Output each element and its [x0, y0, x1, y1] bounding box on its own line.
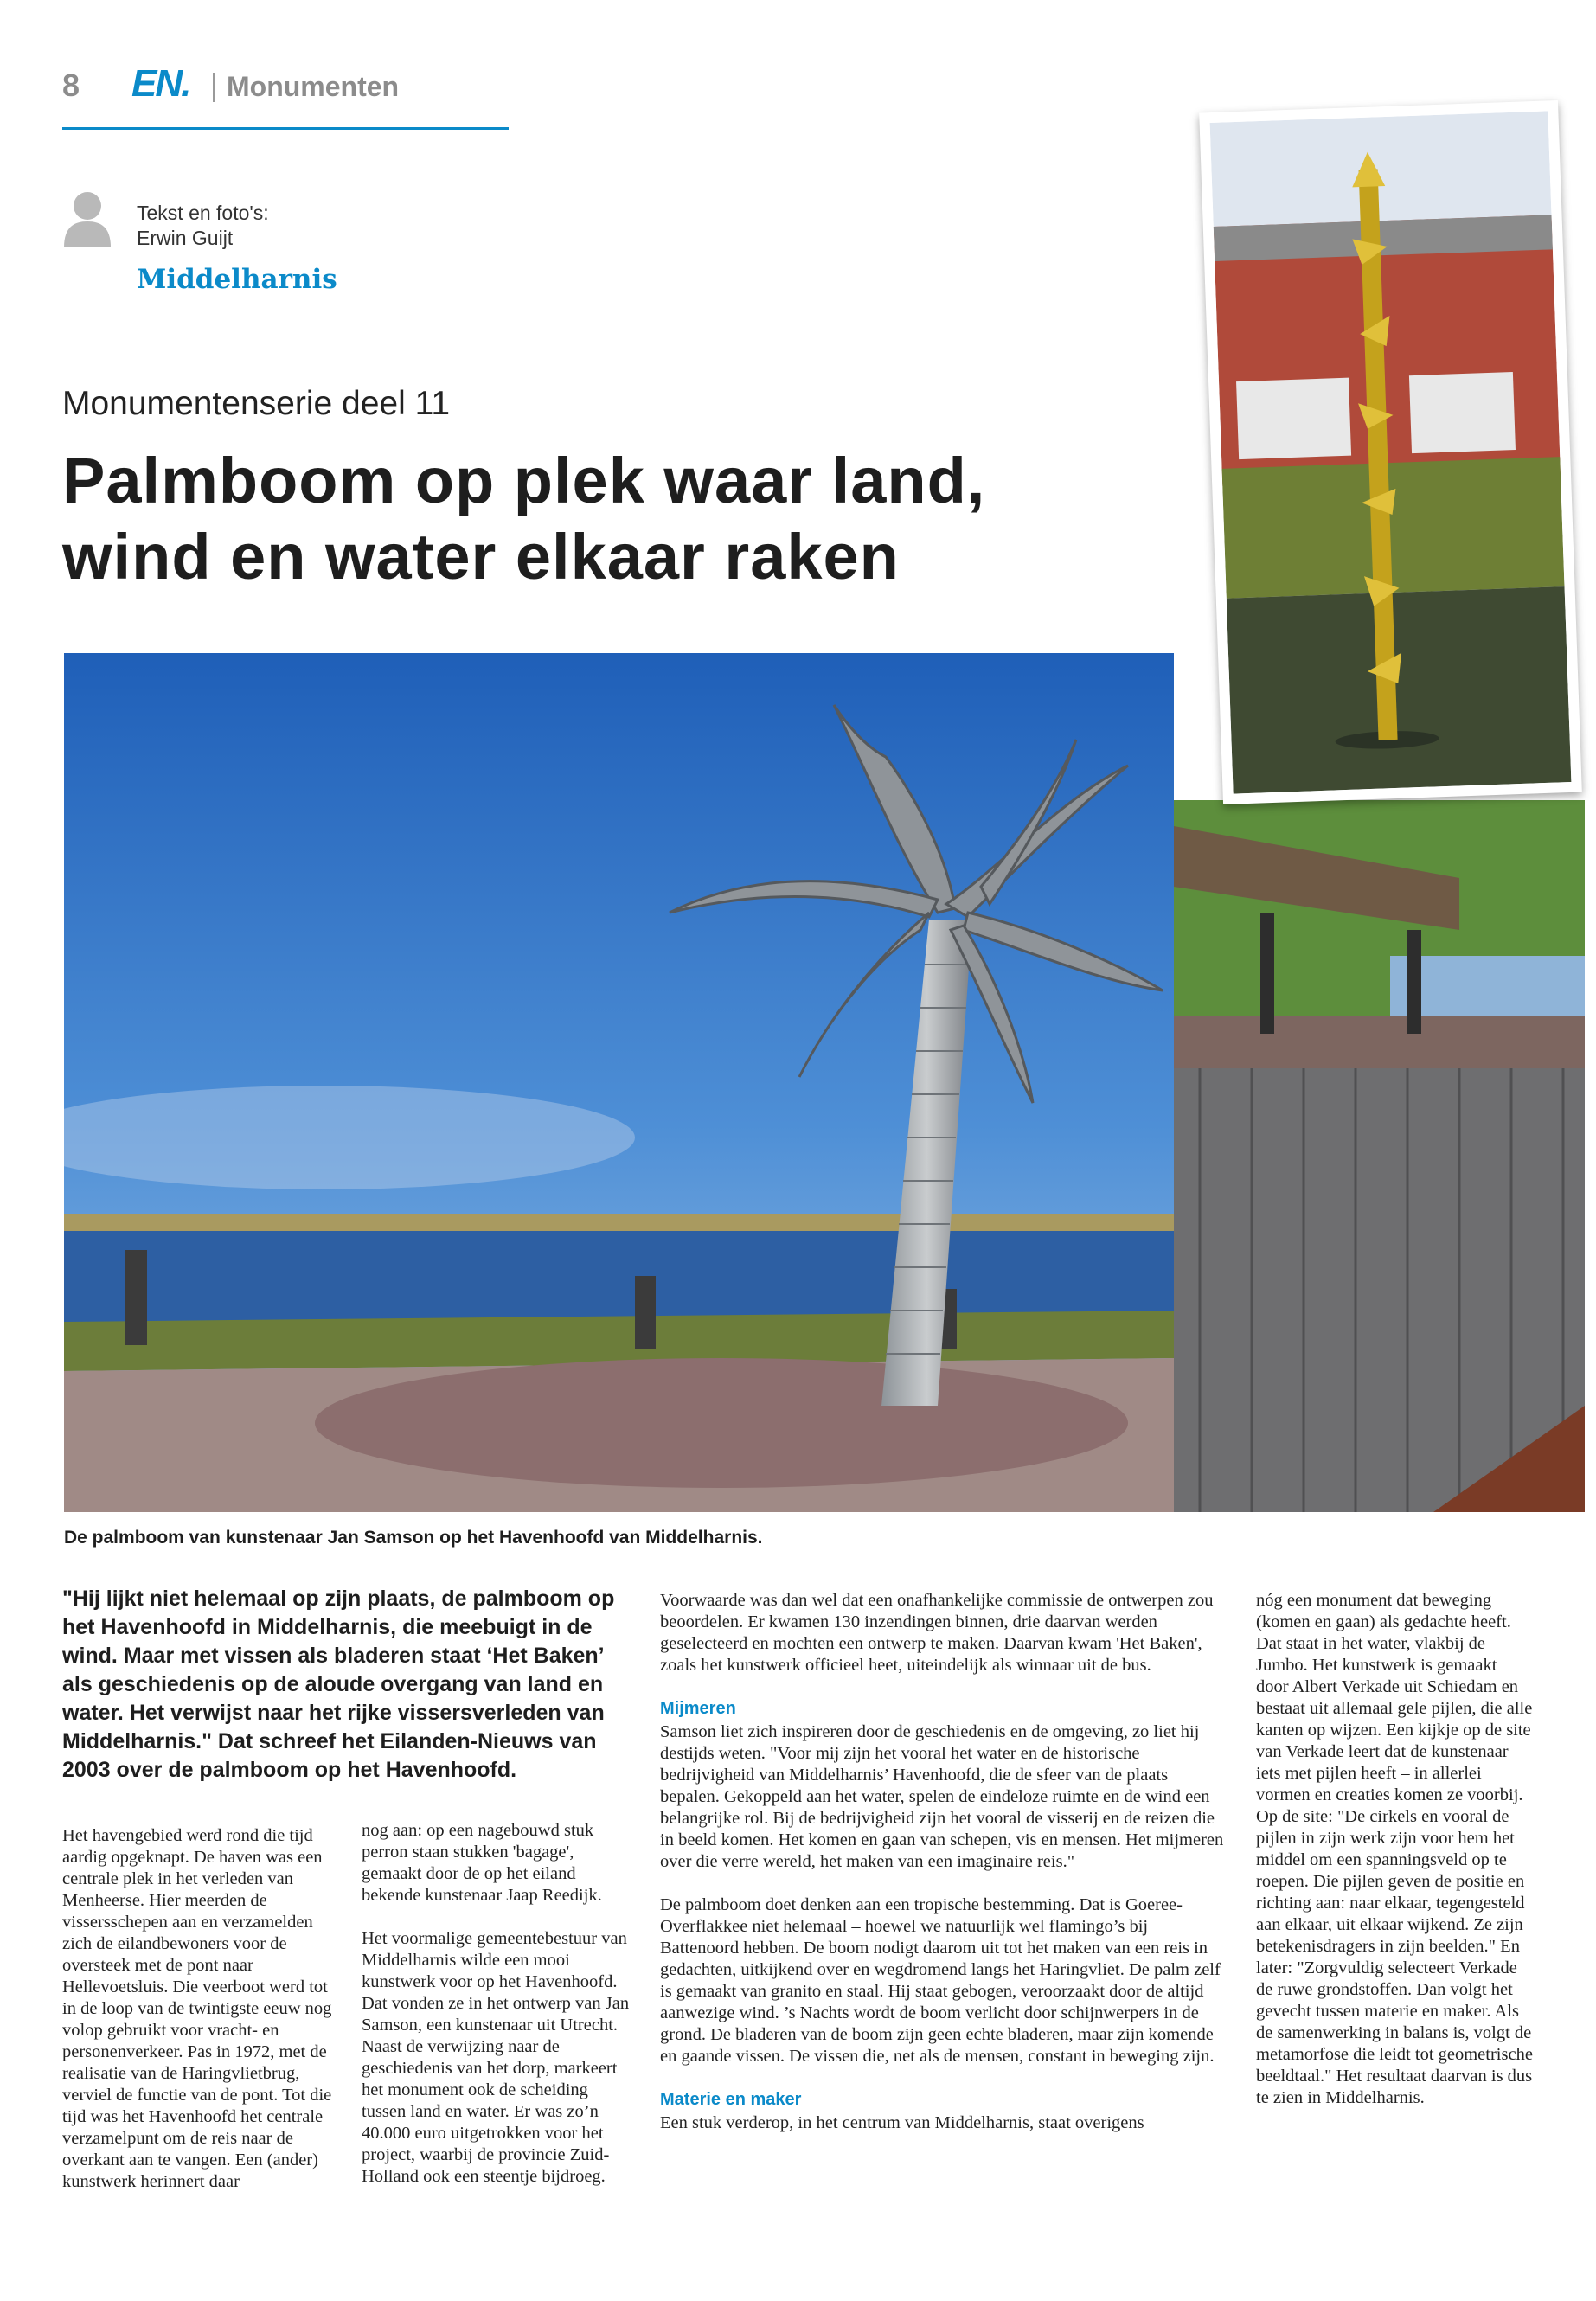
body-column-2 [362, 1820, 637, 2209]
article-intro: "Hij lijkt niet helemaal op zijn plaats, de palmboom op het Havenhoofd in Middelharnis, die meebuigt in de wind. Maar met vissen als bladeren staat ‘Het Baken’ als geschiedenis op de aloude overgang van land en water. Het verwijst naar het rijke vissersverleden van Middelharnis." Dat schreef het Eilanden-Nieuws van 2003 over de palmboom op het Havenhoofd. [62, 1586, 615, 1782]
byline [137, 201, 269, 251]
paragraph: Het havengebied werd rond die tijd aardig opgeknapt. De haven was een centrale plek in het verleden van Menheerse. Hier meerden de vissersschepen aan en verzamelden zich de eilandbewoners voor de oversteek met de pont naar Hellevoetsluis. Die veerboot werd tot in de loop van de twintigste eeuw nog volop gebruikt voor vracht- en personenverkeer. Pas in 1972, met de realisatie van de Haringvlietbrug, verviel de functie van de pont. Tot die tijd was het Havenhoofd het centrale verzamelpunt om de reis naar de overkant aan te vangen. Een (ander) kunstwerk herinnert daar [62, 1826, 332, 2191]
paragraph: Het voormalige gemeentebestuur van Middelharnis wilde een mooi kunstwerk voor op het Havenhoofd. Dat vonden ze in het ontwerp van Jan Samson, een kunstenaar uit Utrecht. Naast de verwijzing naar de geschiedenis van het dorp, markeert het monument ook de scheiding tussen land en water. Er was zo’n 40.000 euro uitgetrokken voor het project, waarbij de provincie Zuid-Holland ook een steentje bijdroeg. [362, 1929, 630, 2186]
header-separator [213, 73, 215, 102]
subheading-materie-en-maker: Materie en maker [660, 2090, 802, 2109]
headline [62, 443, 1187, 595]
header-rule [62, 127, 509, 130]
paragraph: Samson liet zich inspireren door de geschiedenis en de omgeving, zo liet hij destijds weten. "Voor mij zijn het vooral het water en de historische bedrijvigheid van Middelharnis’ Havenhoofd, die de sfeer van de plaats bepalen. Gekoppeld aan het water, spelen de eindeloze ruimte en de wind een belangrijke rol. Bij de bedrijvigheid zijn het vooral de visserij en de reizen die in beeld komen. Het komen en gaan van schepen, vis en mensen. Het mijmeren over die verre wereld, het maken van een imaginaire reis." [660, 1722, 1224, 1871]
paragraph: De palmboom doet denken aan een tropische bestemming. Dat is Goeree-Overflakkee niet helemaal – hoewel we natuurlijk wel flamingo’s bij Battenoord hebben. De boom nodigt daarom uit tot het maken van een reis in gedachten, uitkijkend over en wegdromend langs het Haringvliet. De palm zelf is gemaakt van granito en staal. Hij staat gebogen, veroorzaakt door de altijd aanwezige wind. ’s Nachts wordt de boom verlicht door schijnwerpers in de grond. De bladeren van de boom zijn geen echte bladeren, maar zijn komende en gaande vissen. De vissen die, net als de mensen, constant in beweging zijn. [660, 1895, 1221, 2066]
paragraph: Voorwaarde was dan wel dat een onafhankelijke commissie de ontwerpen zou beoordelen. Er kwamen 130 inzendingen binnen, drie daarvan werden geselecteerd en mochten een ontwerp te maken. Daarvan kwam 'Het Baken', zoals het kunstwerk officieel heet, uiteindelijk als winnaar uit de bus. [660, 1591, 1214, 1675]
body-column-3 [660, 1590, 1231, 2156]
paragraph: nóg een monument dat beweging (komen en gaan) als gedachte heeft. Dat staat in het water, vlakbij de Jumbo. Het kunstwerk is gemaakt door Albert Verkade uit Schiedam en bestaat uit allemaal gele pijlen, die alle kanten op wijzen. Een kijkje op de site van Verkade leert dat de kunstenaar iets met pijlen heeft – in allerlei vormen en creaties komen ze voorbij. Op de site: "De cirkels en vooral de pijlen in zijn werk zijn voor hem het middel om een spanningsveld op te roepen. Die pijlen geven de positie en richting aan: naar elkaar, tegengesteld aan elkaar, uit elkaar wijkend. Ze zijn betekenisdragers in zijn beelden." En later: "Zorgvuldig selecteert Verkade de ruwe grondstoffen. Dan volgt het gevecht tussen materie en maker. Als de samenwerking in balans is, volgt de metamorfose die leidt tot geometrische beeldtaal." Het resultaat daarvan is dus te zien in Middelharnis. [1256, 1591, 1533, 2107]
newspaper-logo: EN. [131, 62, 190, 105]
tilted-photo-arrow-sculpture [1199, 100, 1582, 804]
body-column-1 [62, 1825, 339, 2214]
byline-author: Erwin Guijt [137, 227, 234, 249]
side-photo-bench [1174, 800, 1585, 1512]
headline-line-1: Palmboom op plek waar land, [62, 445, 986, 516]
body-column-4 [1256, 1590, 1533, 2131]
series-kicker: Monumentenserie deel 11 [62, 385, 451, 422]
paragraph: nog aan: op een nagebouwd stuk perron staan stukken 'bagage', gemaakt door de op het eiland bekende kunstenaar Jaap Reedijk. [362, 1821, 602, 1905]
author-avatar-icon [62, 189, 112, 247]
subheading-mijmeren: Mijmeren [660, 1699, 736, 1718]
main-photo-palm-sculpture [64, 653, 1174, 1512]
paragraph: Een stuk verderop, in het centrum van Middelharnis, staat overigens [660, 2113, 1144, 2132]
page-number: 8 [62, 67, 80, 103]
dateline-place: Middelharnis [137, 264, 337, 295]
section-title: Monumenten [227, 71, 400, 102]
byline-credit: Tekst en foto's: [137, 202, 269, 224]
headline-line-2: wind en water elkaar raken [62, 521, 900, 593]
photo-caption: De palmboom van kunstenaar Jan Samson op het Havenhoofd van Middelharnis. [64, 1528, 763, 1548]
